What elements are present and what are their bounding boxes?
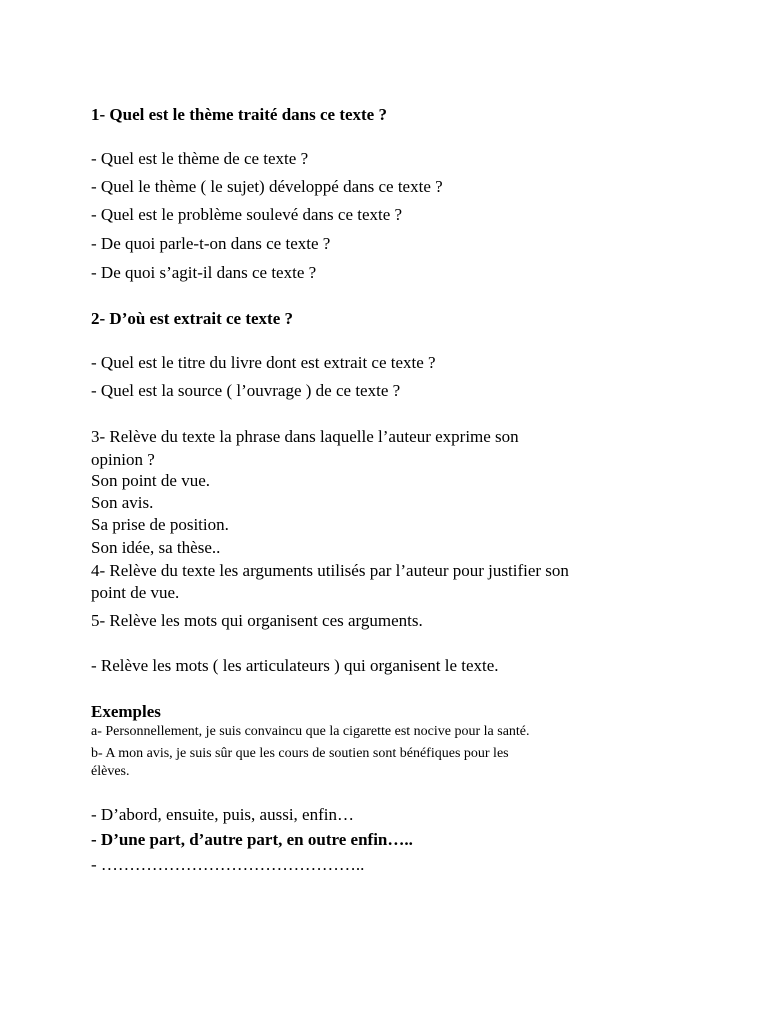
question-2-heading: 2- D’où est extrait ce texte ? <box>91 309 294 328</box>
question-3-line-5: Sa prise de position. <box>91 515 229 534</box>
question-3-line-2: opinion ? <box>91 450 155 469</box>
question-1-item-3: - Quel est le problème soulevé dans ce texte ? <box>91 205 403 224</box>
question-3-line-4: Son avis. <box>91 493 154 512</box>
question-5-sub: - Relève les mots ( les articulateurs ) qui organisent le texte. <box>91 656 499 675</box>
example-b-line-2: élèves. <box>91 764 130 779</box>
question-2-item-2: - Quel est la source ( l’ouvrage ) de ce texte ? <box>91 381 401 400</box>
connectors-line-3: - ……………………………………….. <box>91 855 365 874</box>
question-1-item-5: - De quoi s’agit-il dans ce texte ? <box>91 263 317 282</box>
question-5-line: 5- Relève les mots qui organisent ces arguments. <box>91 611 423 630</box>
connectors-line-1: - D’abord, ensuite, puis, aussi, enfin… <box>91 805 354 824</box>
question-1-item-4: - De quoi parle-t-on dans ce texte ? <box>91 234 331 253</box>
examples-heading: Exemples <box>91 702 161 721</box>
question-2-item-1: - Quel est le titre du livre dont est extrait ce texte ? <box>91 353 436 372</box>
question-1-item-1: - Quel est le thème de ce texte ? <box>91 149 309 168</box>
example-a: a- Personnellement, je suis convaincu que la cigarette est nocive pour la santé. <box>91 724 530 739</box>
question-3-line-6: Son idée, sa thèse.. <box>91 538 221 557</box>
question-3-line-1: 3- Relève du texte la phrase dans laquelle l’auteur exprime son <box>91 427 519 446</box>
question-1-heading: 1- Quel est le thème traité dans ce texte ? <box>91 105 387 124</box>
question-3-line-3: Son point de vue. <box>91 471 210 490</box>
example-b-line-1: b- A mon avis, je suis sûr que les cours de soutien sont bénéfiques pour les <box>91 746 509 761</box>
question-1-item-2: - Quel le thème ( le sujet) développé dans ce texte ? <box>91 177 443 196</box>
question-4-line-1: 4- Relève du texte les arguments utilisés par l’auteur pour justifier son <box>91 561 569 580</box>
question-4-line-2: point de vue. <box>91 583 180 602</box>
connectors-line-2: - D’une part, d’autre part, en outre enfin….. <box>91 830 413 849</box>
